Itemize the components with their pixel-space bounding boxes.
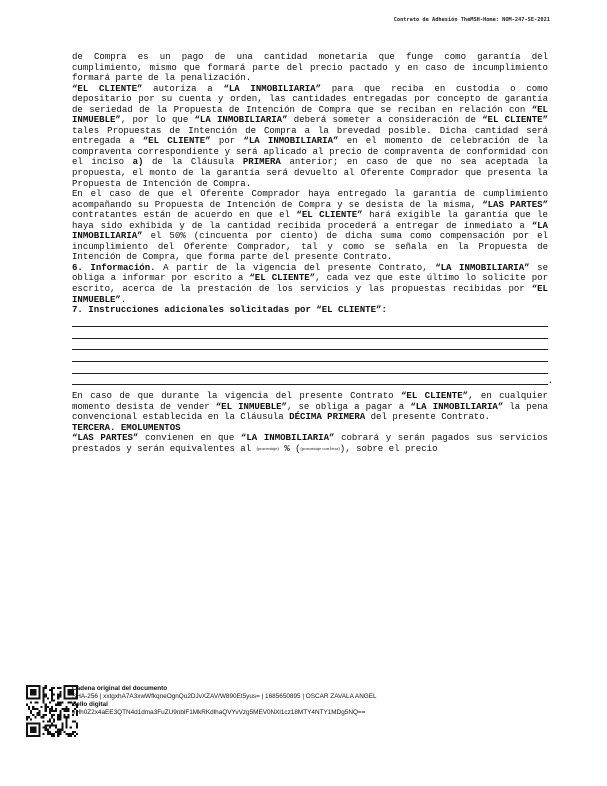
clause-6-informacion: 6. Información. A partir de la vigencia del presente Contrato, “LA INMOBILIARIA” se obliga a informar por escrito a “EL CLIENTE”, cada vez que este último lo solicite por escrito, acerca de la prestación de los servicios y las propuestas recibidas por “EL INMUEBLE”. [72, 261, 549, 305]
blank-line[interactable] [72, 339, 548, 351]
blank-line[interactable] [72, 316, 548, 328]
clause-tercera-title: TERCERA. EMOLUMENTOS [72, 421, 181, 433]
instructions-blank-lines[interactable] [72, 316, 553, 386]
percentage-text-field[interactable]: (porcentaje con letra) [300, 445, 340, 451]
paragraph-emolumentos: “LAS PARTES” convienen en que “LA INMOBILIARIA” cobrará y serán pagados sus servicios prestados y serán equivalentes al (porcentaje) % ((porcentaje con letra)), sobre el precio [72, 432, 548, 454]
digital-signature-block [72, 685, 532, 717]
clause-7-instrucciones-title: 7. Instrucciones adicionales solicitadas por “EL CLIENTE”: [72, 304, 387, 316]
sello-label: Sello digital [72, 700, 108, 708]
blank-line[interactable] [72, 327, 548, 339]
sello-value: eHh0Z2x4aEE3QTN4d1dma3FuZU9nblF1MkRKdlhaQVYvVzg5MEV0NXl1cz18MTY4NTY1MDg5NQ== [72, 708, 366, 716]
paragraph-garantia-intro: de Compra es un pago de una cantidad monetaria que funge como garantía del cumplimiento, mismo que formará parte del precio pactado y en caso de incumplimiento formará parte de la penalización. [72, 51, 548, 84]
paragraph-custodia: “EL CLIENTE” autoriza a “LA INMOBILIARIA” para que reciba en custodia o como depositario por su cuenta y orden, las cantidades entregadas por concepto de garantía de seriedad de la Propuesta de Intención de Compra que se reciban en relación con “EL INMUEBLE”, por lo que “LA INMOBILIARIA” deberá someter a consideración de “EL CLIENTE” tales Propuestas de Intención de Compra a la brevedad posible. Dicha cantidad será entregada a “EL CLIENTE” por “LA INMOBILIARIA” en el momento de celebración de la compraventa correspondiente y será aplicado al precio de compraventa de conformidad con el inciso a) de la Cláusula PRIMERA anterior; en caso de que no sea aceptada la propuesta, el monto de la garantía será devuelto al Oferente Comprador que presenta la Propuesta de Intención de Compra. [72, 82, 549, 189]
contract-body [72, 51, 553, 455]
percentage-field[interactable]: (porcentaje) [256, 445, 279, 451]
cadena-label: Cadena original del documento [72, 685, 168, 692]
cadena-value: SHA-256 | xxtgxhA7A3xwWfkqneOgnQu2DJvXZAV/W890Et5yus= | 1685650895 | OSCAR ZAVALA ANGEL [72, 692, 377, 700]
blank-line[interactable]: . [72, 374, 548, 386]
paragraph-pena-convencional: En caso de que durante la vigencia del presente Contrato “EL CLIENTE”, en cualquier momento desista de vender “EL INMUEBLE”, se obliga a pagar a “LA INMOBILIARIA” la pena convencional establecida en la Cláusula DÉCIMA PRIMERA del presente Contrato. [72, 390, 549, 423]
qr-code-icon [26, 685, 78, 737]
blank-line[interactable] [72, 362, 548, 374]
blank-line[interactable] [72, 350, 548, 362]
contract-reference: Contrato de Adhesión TheMSH-Home: NOM-247-SE-2021 [393, 17, 550, 23]
paragraph-desistimiento-oferente: En el caso de que el Oferente Comprador haya entregado la garantía de cumplimiento acompañando su Propuesta de Intención de Compra y se desista de la misma, “LAS PARTES” contratantes están de acuerdo en que el “EL CLIENTE” hará exigible la garantía que le haya sido exhibida y de la cantidad recibida procederá a entregar de inmediato a “LA INMOBILIARIA” el 50% (cincuenta por ciento) de dicha suma como compensación por el incumplimiento del Oferente Comprador, tal y como se señala en la Propuesta de Intención de Compra, que forma parte del presente Contrato. [72, 188, 549, 263]
